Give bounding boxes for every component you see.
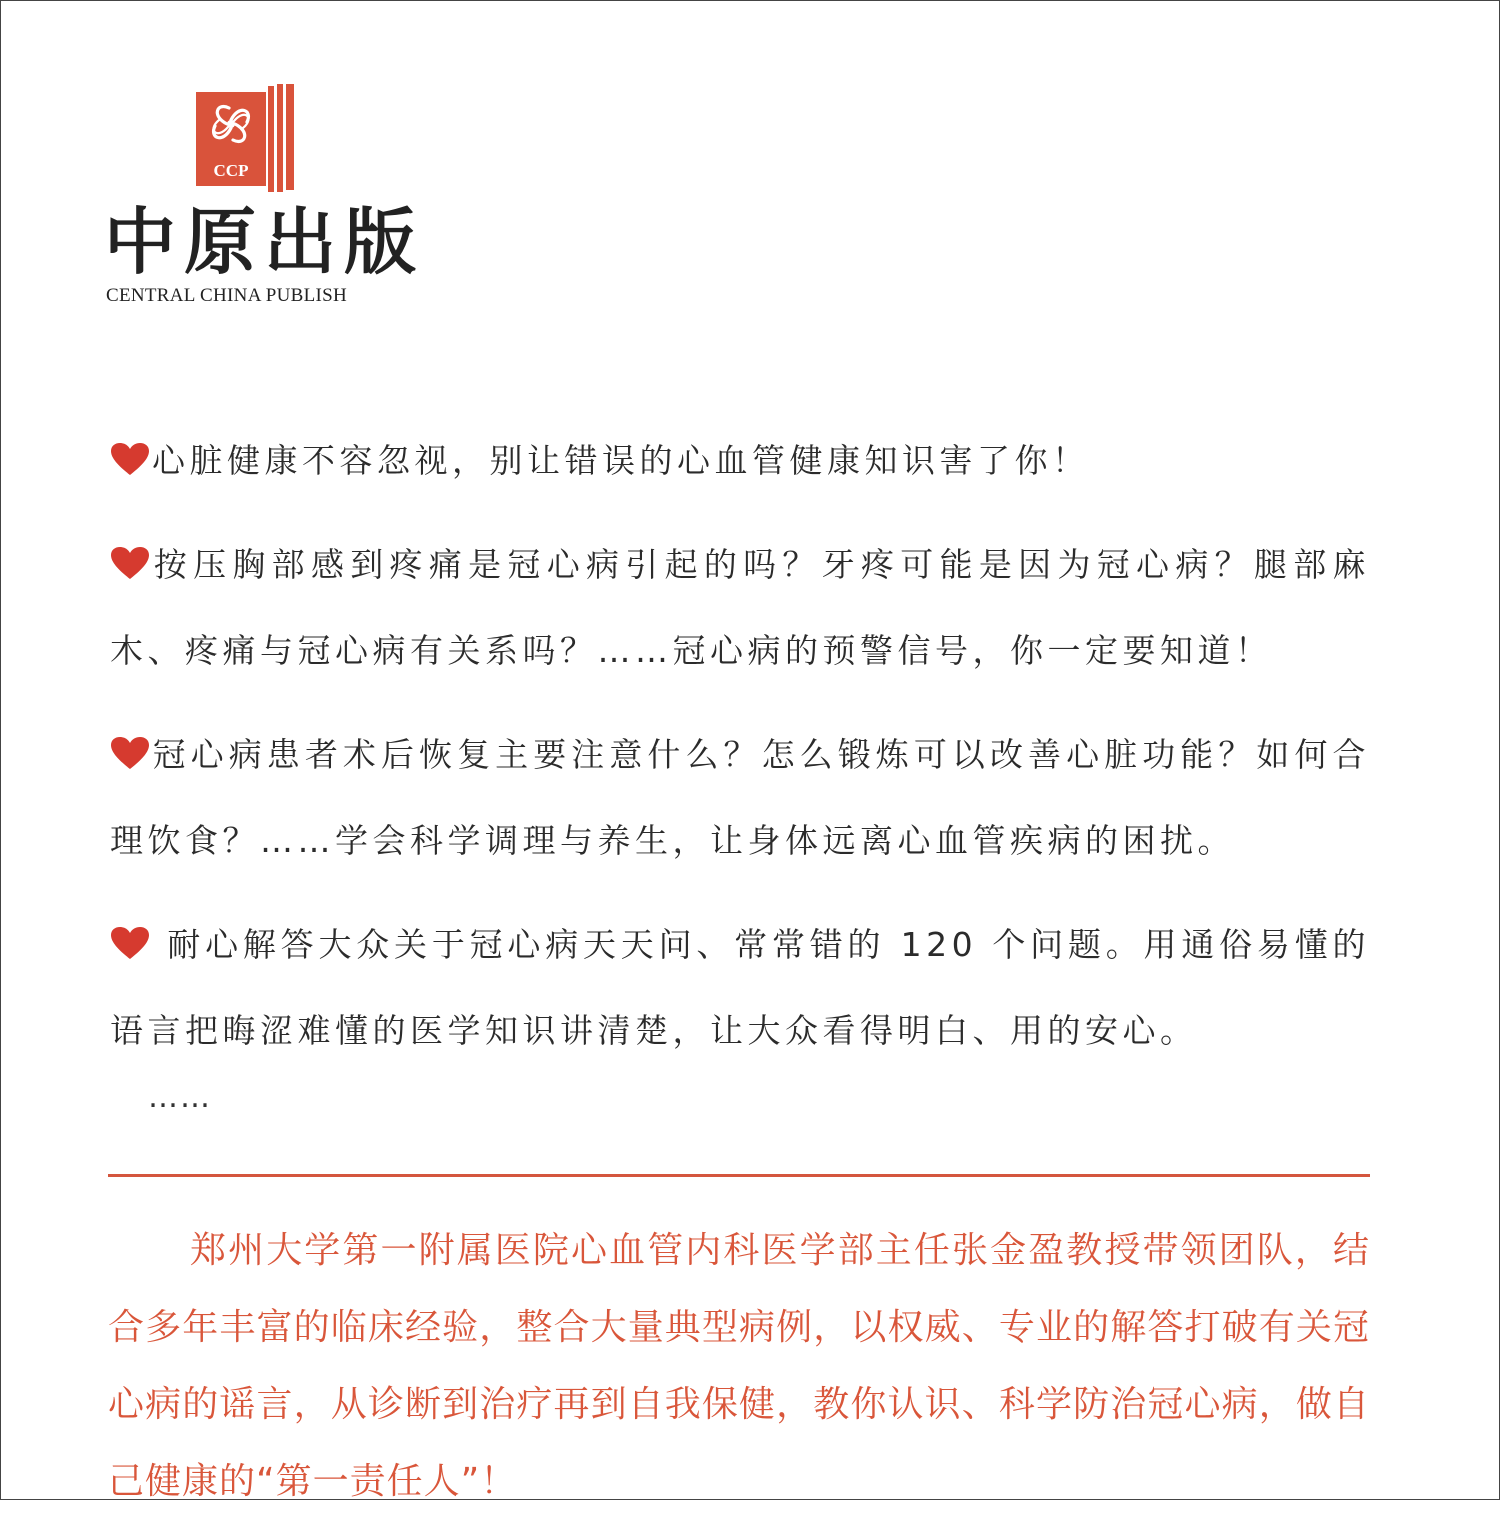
blurb-text: 按压胸部感到疼痛是冠心病引起的吗？牙疼可能是因为冠心病？腿部麻木、疼痛与冠心病有关系吗？……冠心病的预警信号，你一定要知道！ xyxy=(110,545,1370,670)
blurb-item xyxy=(110,902,1370,1074)
blurb-item xyxy=(110,712,1370,884)
publisher-name-cn: 中原出版 xyxy=(104,199,425,284)
ccp-logo-icon xyxy=(196,84,298,194)
blurb-item xyxy=(110,418,1370,504)
blurb-list xyxy=(110,418,1370,1074)
summary-paragraph: 郑州大学第一附属医院心血管内科医学部主任张金盈教授带领团队，结合多年丰富的临床经验，整合大量典型病例，以权威、专业的解答打破有关冠心病的谣言，从诊断到治疗再到自我保健，教你认识、科学防治冠心病，做自己健康的“第一责任人”！ xyxy=(108,1230,1370,1502)
heart-icon xyxy=(110,546,150,580)
blurb-item xyxy=(110,522,1370,694)
heart-icon xyxy=(110,442,150,476)
publisher-name-en: CENTRAL CHINA PUBLISH xyxy=(106,285,347,306)
heart-icon xyxy=(110,926,150,960)
continuation-ellipsis: …… xyxy=(148,1080,212,1115)
logo-badge-text: CCP xyxy=(213,161,249,180)
blurb-text: 冠心病患者术后恢复主要注意什么？怎么锻炼可以改善心脏功能？如何合理饮食？……学会科学调理与养生，让身体远离心血管疾病的困扰。 xyxy=(110,735,1370,860)
blurb-text: 耐心解答大众关于冠心病天天问、常常错的 120 个问题。用通俗易懂的语言把晦涩难懂的医学知识讲清楚，让大众看得明白、用的安心。 xyxy=(110,925,1370,1050)
heart-icon xyxy=(110,736,150,770)
divider xyxy=(108,1174,1370,1177)
blurb-text: 心脏健康不容忽视，别让错误的心血管健康知识害了你！ xyxy=(152,441,1090,480)
